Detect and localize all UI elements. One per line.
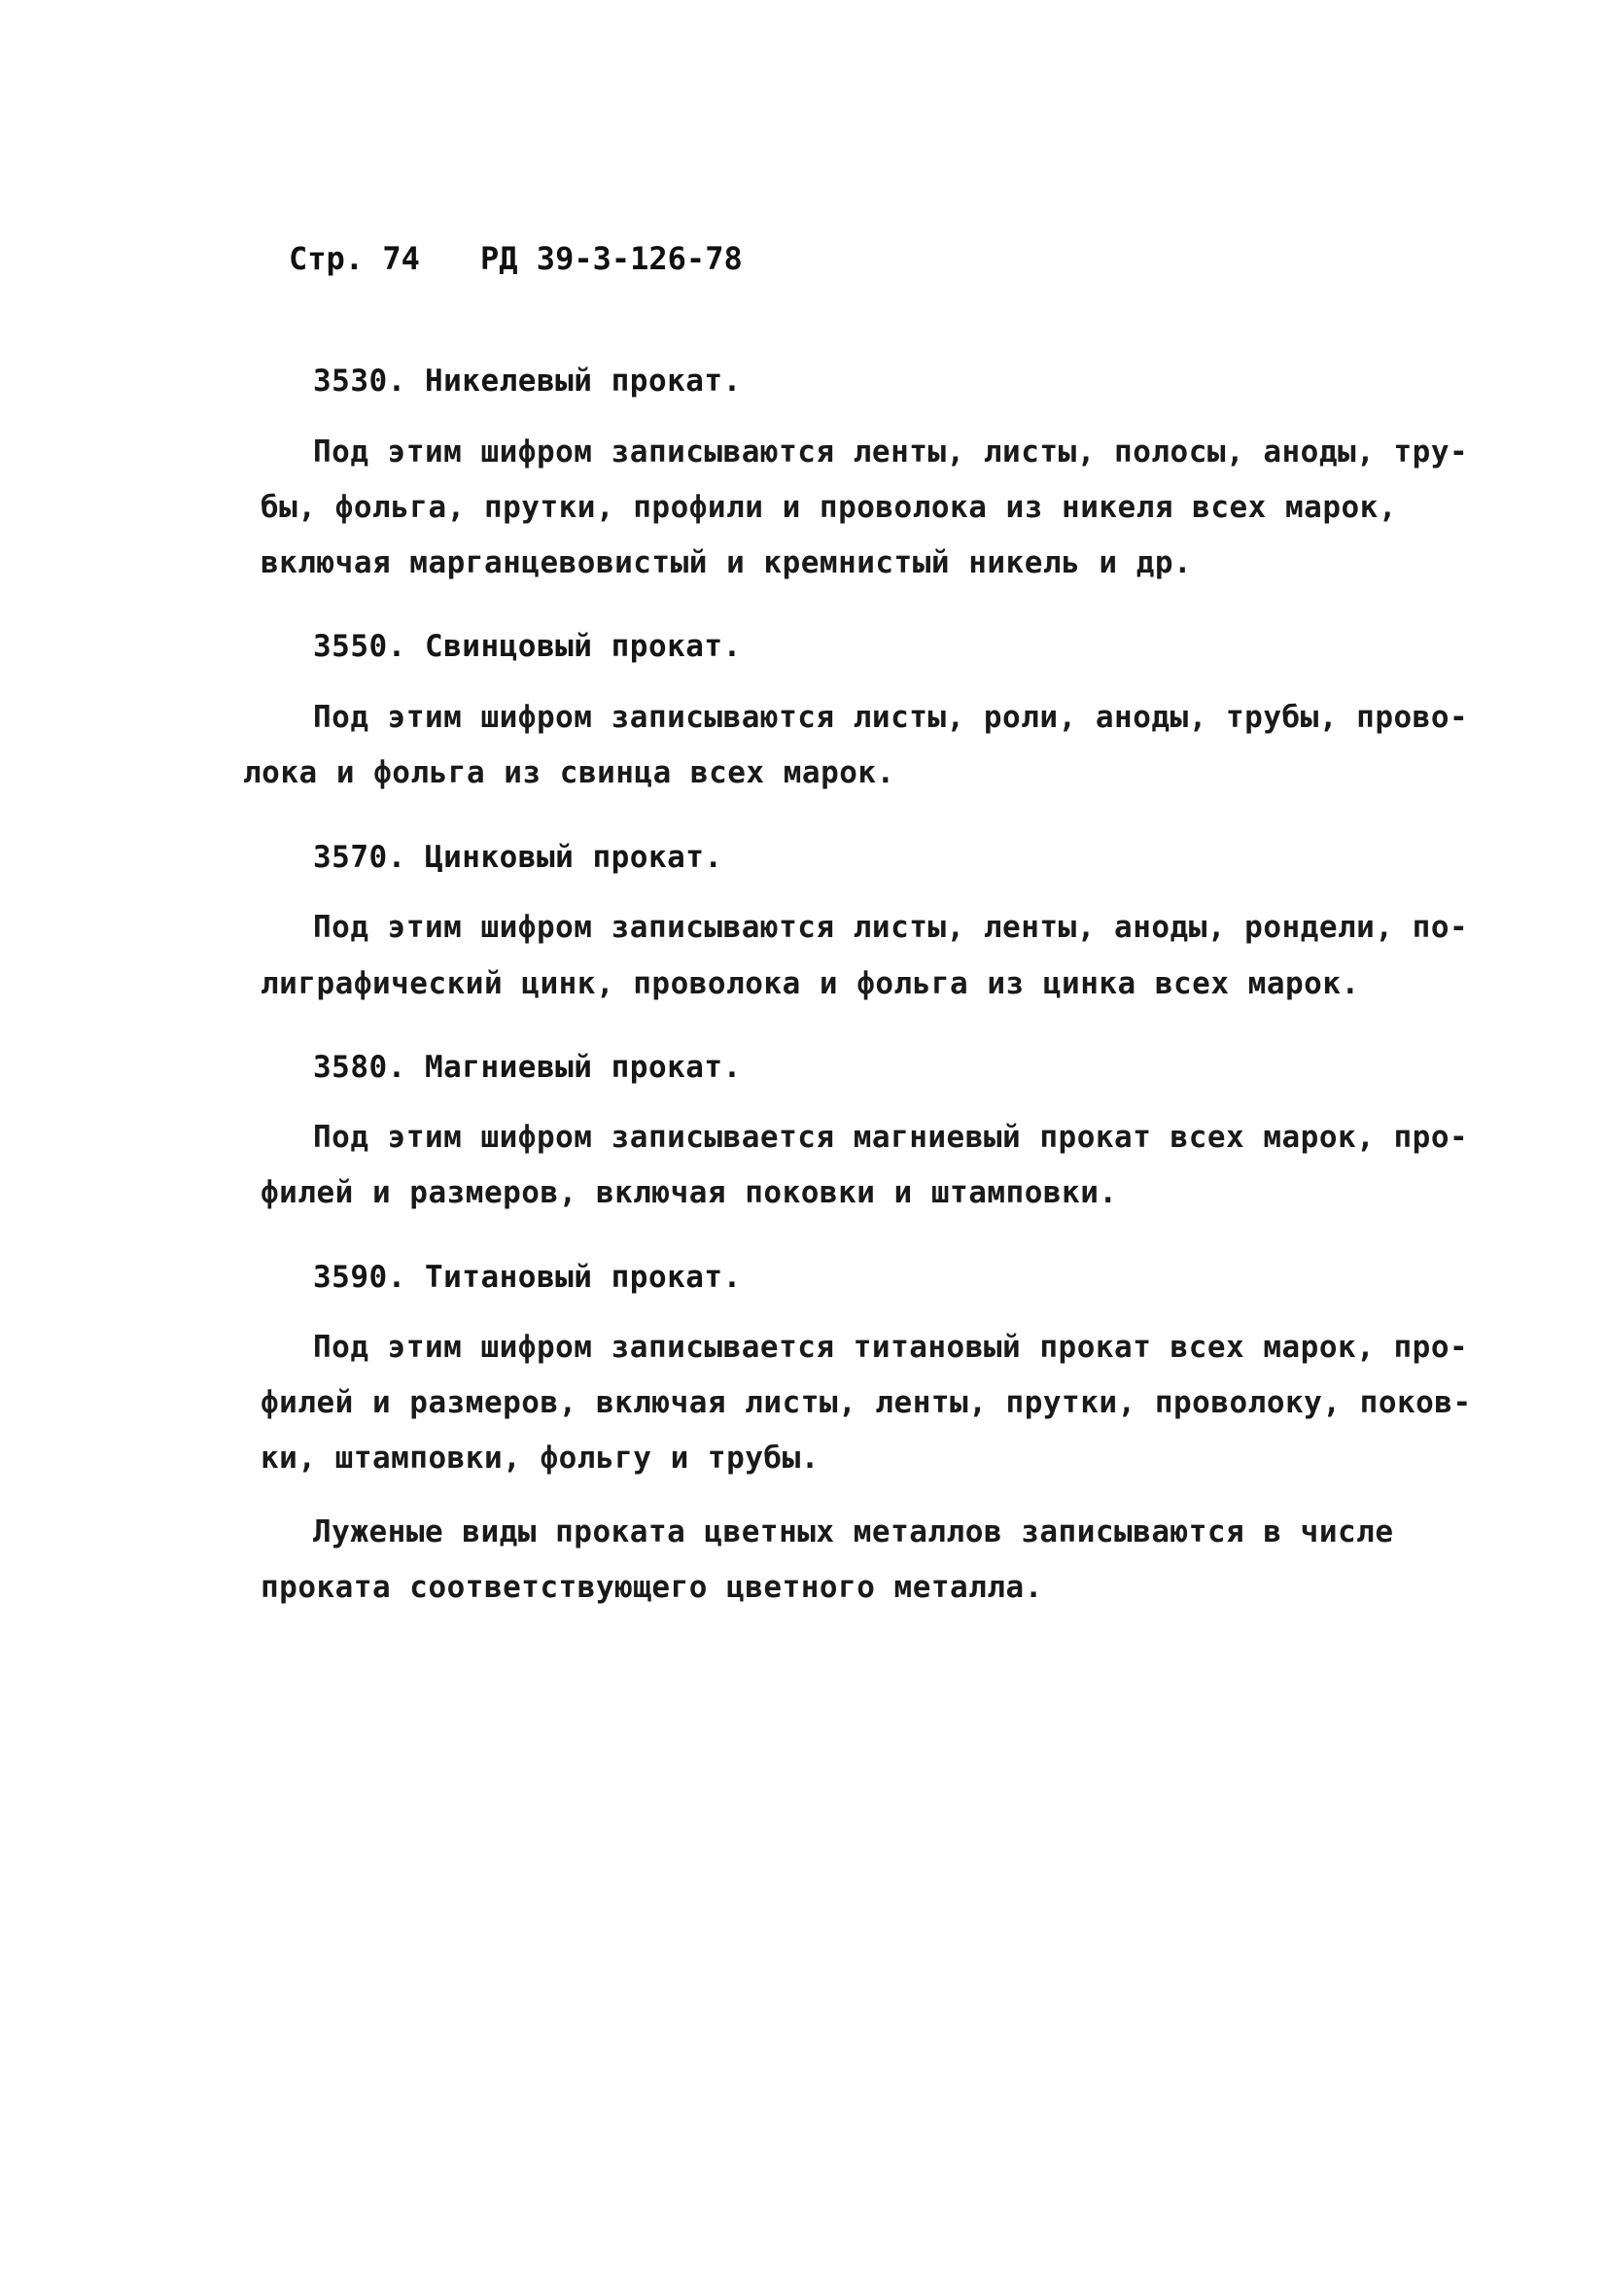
section-3580-line-2: филей и размеров, включая поковки и штамповки.	[261, 1175, 1118, 1210]
section-3570-line-1: Под этим шифром записываются листы, ленты, аноды, рондели, по-	[313, 910, 1469, 945]
closing-line-2: проката соответствующего цветного металла.	[261, 1570, 1043, 1605]
section-3590-line-2: филей и размеров, включая листы, ленты, прутки, проволоку, поков-	[261, 1385, 1472, 1420]
section-3550-line-2: лока и фольга из свинца всех марок.	[243, 755, 895, 790]
section-3530-line-2: бы, фольга, прутки, профили и проволока из никеля всех марок,	[261, 490, 1397, 525]
section-3550-line-1: Под этим шифром записываются листы, роли, аноды, трубы, прово-	[313, 700, 1469, 735]
section-3590-line-1: Под этим шифром записывается титановый прокат всех марок, про-	[313, 1330, 1469, 1365]
page-number: Стр. 74	[289, 240, 420, 277]
section-heading-3530: 3530. Никелевый прокат.	[313, 364, 742, 399]
section-3530-line-3: включая марганцевовистый и кремнистый никель и др.	[261, 545, 1193, 580]
section-3590-line-3: ки, штамповки, фольгу и трубы.	[261, 1441, 820, 1476]
section-heading-3580: 3580. Магниевый прокат.	[313, 1050, 742, 1085]
section-3570-line-2: лиграфический цинк, проволока и фольга из цинка всех марок.	[261, 966, 1360, 1001]
section-heading-3570: 3570. Цинковый прокат.	[313, 840, 723, 875]
section-heading-3590: 3590. Титановый прокат.	[313, 1260, 742, 1295]
closing-line-1: Луженые виды проката цветных металлов записываются в числе	[313, 1514, 1394, 1549]
section-heading-3550: 3550. Свинцовый прокат.	[313, 629, 742, 664]
section-3530-line-1: Под этим шифром записываются ленты, листы, полосы, аноды, тру-	[313, 435, 1469, 470]
document-code: РД 39-3-126-78	[480, 240, 743, 277]
section-3580-line-1: Под этим шифром записывается магниевый прокат всех марок, про-	[313, 1120, 1469, 1155]
